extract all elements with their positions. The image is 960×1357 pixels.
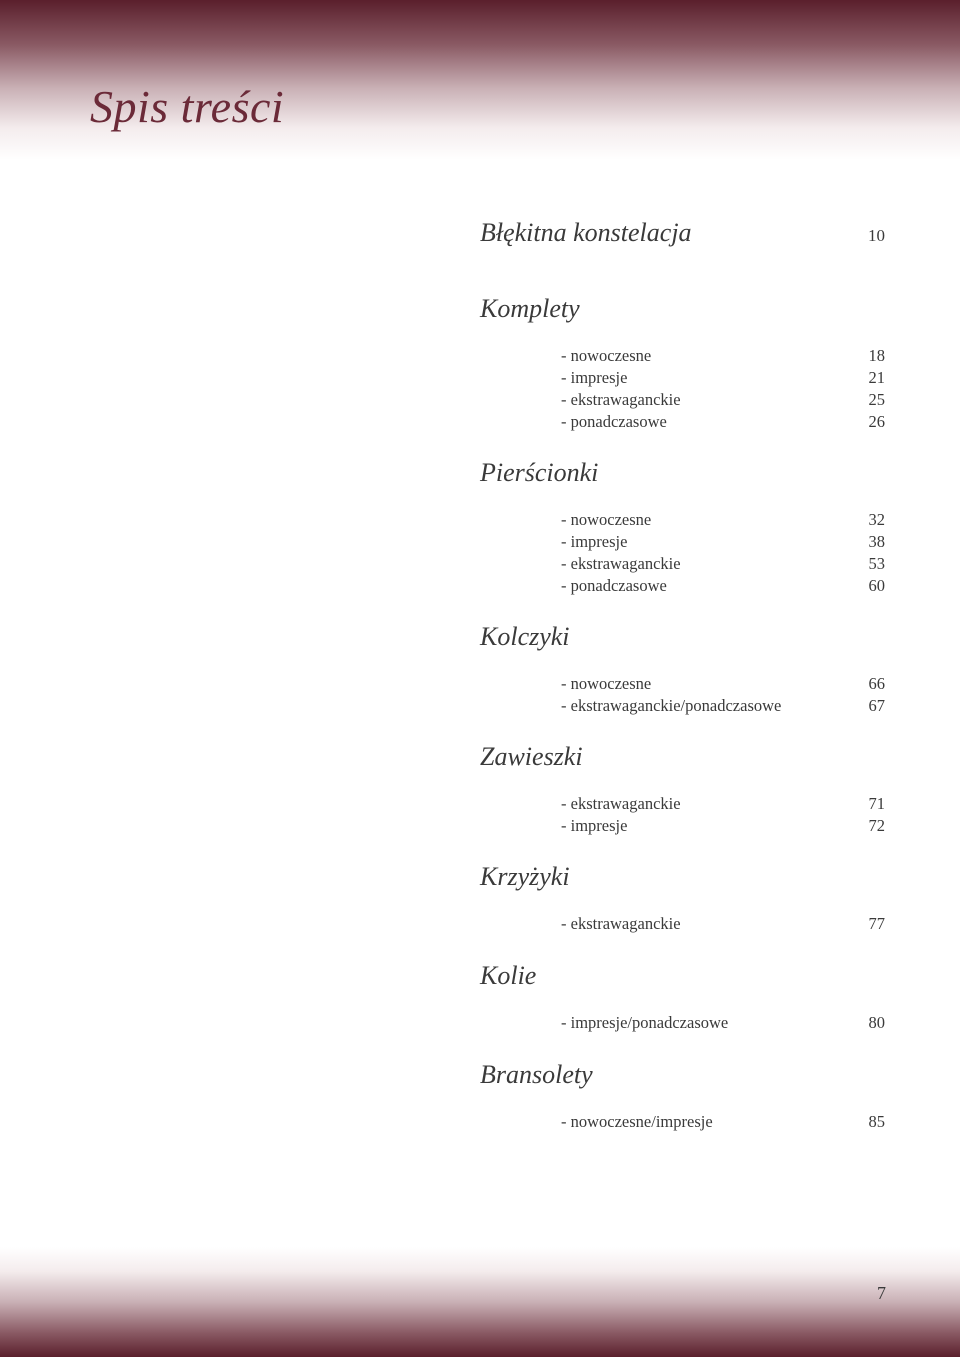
- entry-page: 38: [868, 532, 885, 551]
- toc-intro-page: 10: [868, 226, 885, 245]
- entry-label: - impresje: [561, 532, 628, 551]
- section-heading-kolie: Kolie: [480, 961, 537, 990]
- toc-entry: [561, 815, 885, 837]
- toc-entry: [561, 345, 885, 367]
- toc-entry: [561, 793, 885, 815]
- entry-page: 71: [868, 794, 885, 813]
- entry-page: 72: [868, 816, 885, 835]
- section-heading-komplety: Komplety: [480, 294, 580, 323]
- entry-page: 66: [868, 674, 885, 693]
- toc-entry: [561, 389, 885, 411]
- toc-entry: [561, 531, 885, 553]
- entry-label: - ekstrawaganckie: [561, 554, 681, 573]
- entry-page: 53: [868, 554, 885, 573]
- entry-label: - impresje/ponadczasowe: [561, 1013, 729, 1032]
- entry-page: 32: [868, 510, 885, 529]
- toc-entry: [561, 575, 885, 597]
- entry-label: - ponadczasowe: [561, 576, 667, 595]
- toc-entry: [561, 673, 885, 695]
- entry-page: 67: [868, 696, 885, 715]
- entry-label: - ekstrawaganckie: [561, 390, 681, 409]
- section-heading-bransolety: Bransolety: [480, 1060, 593, 1089]
- entry-page: 77: [868, 914, 885, 933]
- entry-label: - impresje: [561, 816, 628, 835]
- toc-entry: [561, 553, 885, 575]
- entry-label: - nowoczesne: [561, 510, 652, 529]
- entry-page: 85: [868, 1112, 885, 1131]
- toc-entry: [561, 913, 885, 935]
- page-title: Spis treści: [90, 81, 285, 132]
- section-heading-pierscionki: Pierścionki: [480, 458, 599, 487]
- entry-label: - ponadczasowe: [561, 412, 667, 431]
- entry-page: 21: [868, 368, 885, 387]
- toc-entry: [561, 367, 885, 389]
- section-heading-kolczyki: Kolczyki: [480, 622, 570, 651]
- entry-label: - impresje: [561, 368, 628, 387]
- entry-page: 18: [868, 346, 885, 365]
- toc-entry: [561, 695, 885, 717]
- entry-label: - nowoczesne/impresje: [561, 1112, 713, 1131]
- entry-label: - nowoczesne: [561, 346, 652, 365]
- toc-entry: [561, 1111, 885, 1133]
- page-number: 7: [877, 1283, 886, 1303]
- toc-entry: [561, 411, 885, 433]
- entry-page: 80: [868, 1013, 885, 1032]
- section-heading-krzyzyki: Krzyżyki: [480, 862, 570, 891]
- entry-page: 25: [868, 390, 885, 409]
- entry-label: - ekstrawaganckie/ponadczasowe: [561, 696, 782, 715]
- entry-label: - ekstrawaganckie: [561, 794, 681, 813]
- toc-entry: [561, 1012, 885, 1034]
- toc-entry: [561, 509, 885, 531]
- toc-intro-heading: Błękitna konstelacja: [480, 218, 692, 247]
- entry-label: - nowoczesne: [561, 674, 652, 693]
- entry-page: 26: [868, 412, 885, 431]
- entry-page: 60: [868, 576, 885, 595]
- entry-label: - ekstrawaganckie: [561, 914, 681, 933]
- section-heading-zawieszki: Zawieszki: [480, 742, 583, 771]
